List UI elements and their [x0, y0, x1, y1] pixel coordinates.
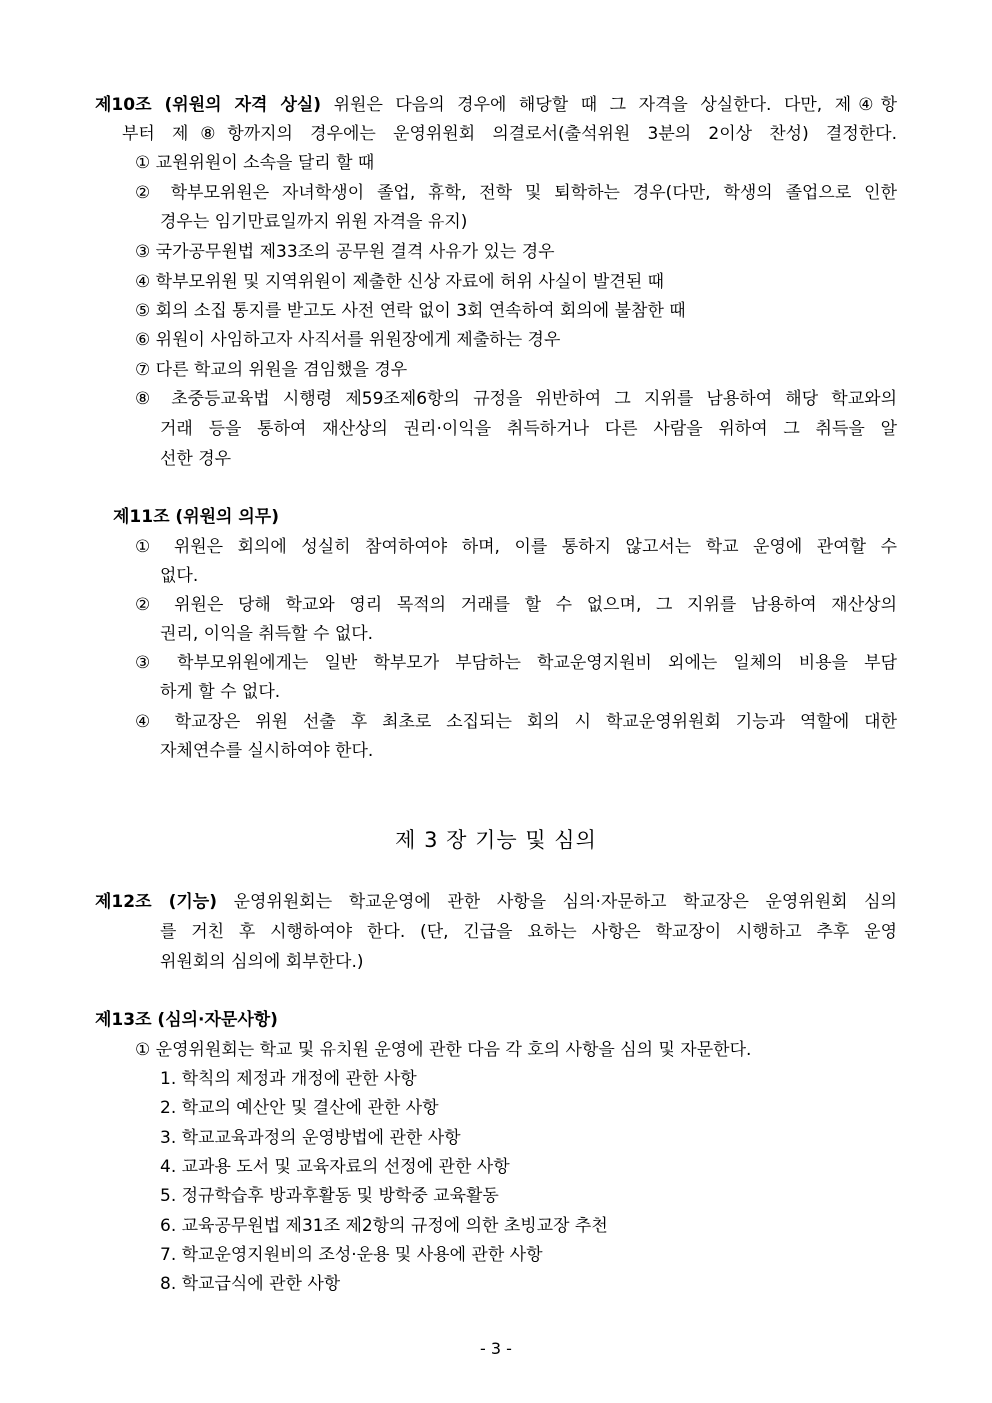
- article-12-line-1: 제12조 (기능) 운영위원회는 학교운영에 관한 사항을 심의·자문하고 학교장은 운영위원회 심의: [95, 892, 897, 912]
- article-10-item-3: ③ 국가공무원법 제33조의 공무원 결격 사유가 있는 경우: [135, 242, 555, 262]
- article-10-item-5: ⑤ 회의 소집 통지를 받고도 사전 연락 없이 3회 연속하여 회의에 불참한 때: [135, 301, 686, 321]
- article-13-subitem-1: 1. 학칙의 제정과 개정에 관한 사항: [160, 1069, 417, 1089]
- article-11-heading: 제11조 (위원의 의무): [113, 507, 279, 527]
- article-13-subitem-5: 5. 정규학습후 방과후활동 및 방학중 교육활동: [160, 1186, 499, 1206]
- article-12-line-3: 위원회의 심의에 회부한다.): [160, 952, 364, 972]
- article-11-item-4-cont: 자체연수를 실시하여야 한다.: [160, 741, 374, 761]
- article-10-item-8: ⑧ 초중등교육법 시행령 제59조제6항의 규정을 위반하여 그 지위를 남용하여 해당 학교와의: [135, 389, 897, 409]
- article-13-heading: 제13조 (심의·자문사항): [95, 1010, 278, 1030]
- article-10-item-7: ⑦ 다른 학교의 위원을 겸임했을 경우: [135, 360, 408, 380]
- article-11-item-3: ③ 학부모위원에게는 일반 학부모가 부담하는 학교운영지원비 외에는 일체의 비용을 부담: [135, 653, 897, 673]
- article-12-heading: 제12조 (기능): [95, 892, 217, 912]
- page-number: - 3 -: [480, 1339, 512, 1358]
- article-10-item-8-cont-1: 거래 등을 통하여 재산상의 권리·이익을 취득하거나 다른 사람을 위하여 그 취득을 알: [160, 419, 897, 439]
- chapter-title: 제 3 장 기능 및 심의: [395, 828, 597, 852]
- article-11-item-1-cont: 없다.: [160, 566, 199, 586]
- article-10-item-2: ② 학부모위원은 자녀학생이 졸업, 휴학, 전학 및 퇴학하는 경우(다만, 학생의 졸업으로 인한: [135, 183, 897, 203]
- article-11-item-2-cont: 권리, 이익을 취득할 수 없다.: [160, 624, 374, 644]
- article-10-heading: 제10조 (위원의 자격 상실): [95, 95, 322, 115]
- article-11-item-3-cont: 하게 할 수 없다.: [160, 682, 281, 702]
- article-13-subitem-4: 4. 교과용 도서 및 교육자료의 선정에 관한 사항: [160, 1157, 510, 1177]
- article-13-subitem-7: 7. 학교운영지원비의 조성·운용 및 사용에 관한 사항: [160, 1245, 543, 1265]
- article-13-subitem-8: 8. 학교급식에 관한 사항: [160, 1274, 341, 1294]
- article-11-item-4: ④ 학교장은 위원 선출 후 최초로 소집되는 회의 시 학교운영위원회 기능과 역할에 대한: [135, 712, 897, 732]
- article-13-subitem-2: 2. 학교의 예산안 및 결산에 관한 사항: [160, 1098, 439, 1118]
- article-13-subitem-6: 6. 교육공무원법 제31조 제2항의 규정에 의한 초빙교장 추천: [160, 1216, 608, 1236]
- article-10-item-6: ⑥ 위원이 사임하고자 사직서를 위원장에게 제출하는 경우: [135, 330, 561, 350]
- article-10-line-2: 부터 제⑧항까지의 경우에는 운영위원회 의결로서(출석위원 3분의 2이상 찬성) 결정한다.: [122, 124, 897, 144]
- article-10-item-1: ① 교원위원이 소속을 달리 할 때: [135, 153, 375, 173]
- article-10-item-4: ④ 학부모위원 및 지역위원이 제출한 신상 자료에 허위 사실이 발견된 때: [135, 272, 665, 292]
- article-11-item-1: ① 위원은 회의에 성실히 참여하여야 하며, 이를 통하지 않고서는 학교 운영에 관여할 수: [135, 537, 897, 557]
- article-13-subitem-3: 3. 학교교육과정의 운영방법에 관한 사항: [160, 1128, 461, 1148]
- article-10-item-8-cont-2: 선한 경우: [160, 449, 232, 469]
- article-13-item-1: ① 운영위원회는 학교 및 유치원 운영에 관한 다음 각 호의 사항을 심의 및 자문한다.: [135, 1040, 752, 1060]
- article-12-line-2: 를 거친 후 시행하여야 한다. (단, 긴급을 요하는 사항은 학교장이 시행하고 추후 운영: [160, 922, 897, 942]
- article-11-item-2: ② 위원은 당해 학교와 영리 목적의 거래를 할 수 없으며, 그 지위를 남용하여 재산상의: [135, 595, 897, 615]
- article-10-line-1: 제10조 (위원의 자격 상실) 위원은 다음의 경우에 해당할 때 그 자격을 상실한다. 다만, 제④항: [95, 95, 897, 115]
- article-10-item-2-cont: 경우는 임기만료일까지 위원 자격을 유지): [160, 212, 468, 232]
